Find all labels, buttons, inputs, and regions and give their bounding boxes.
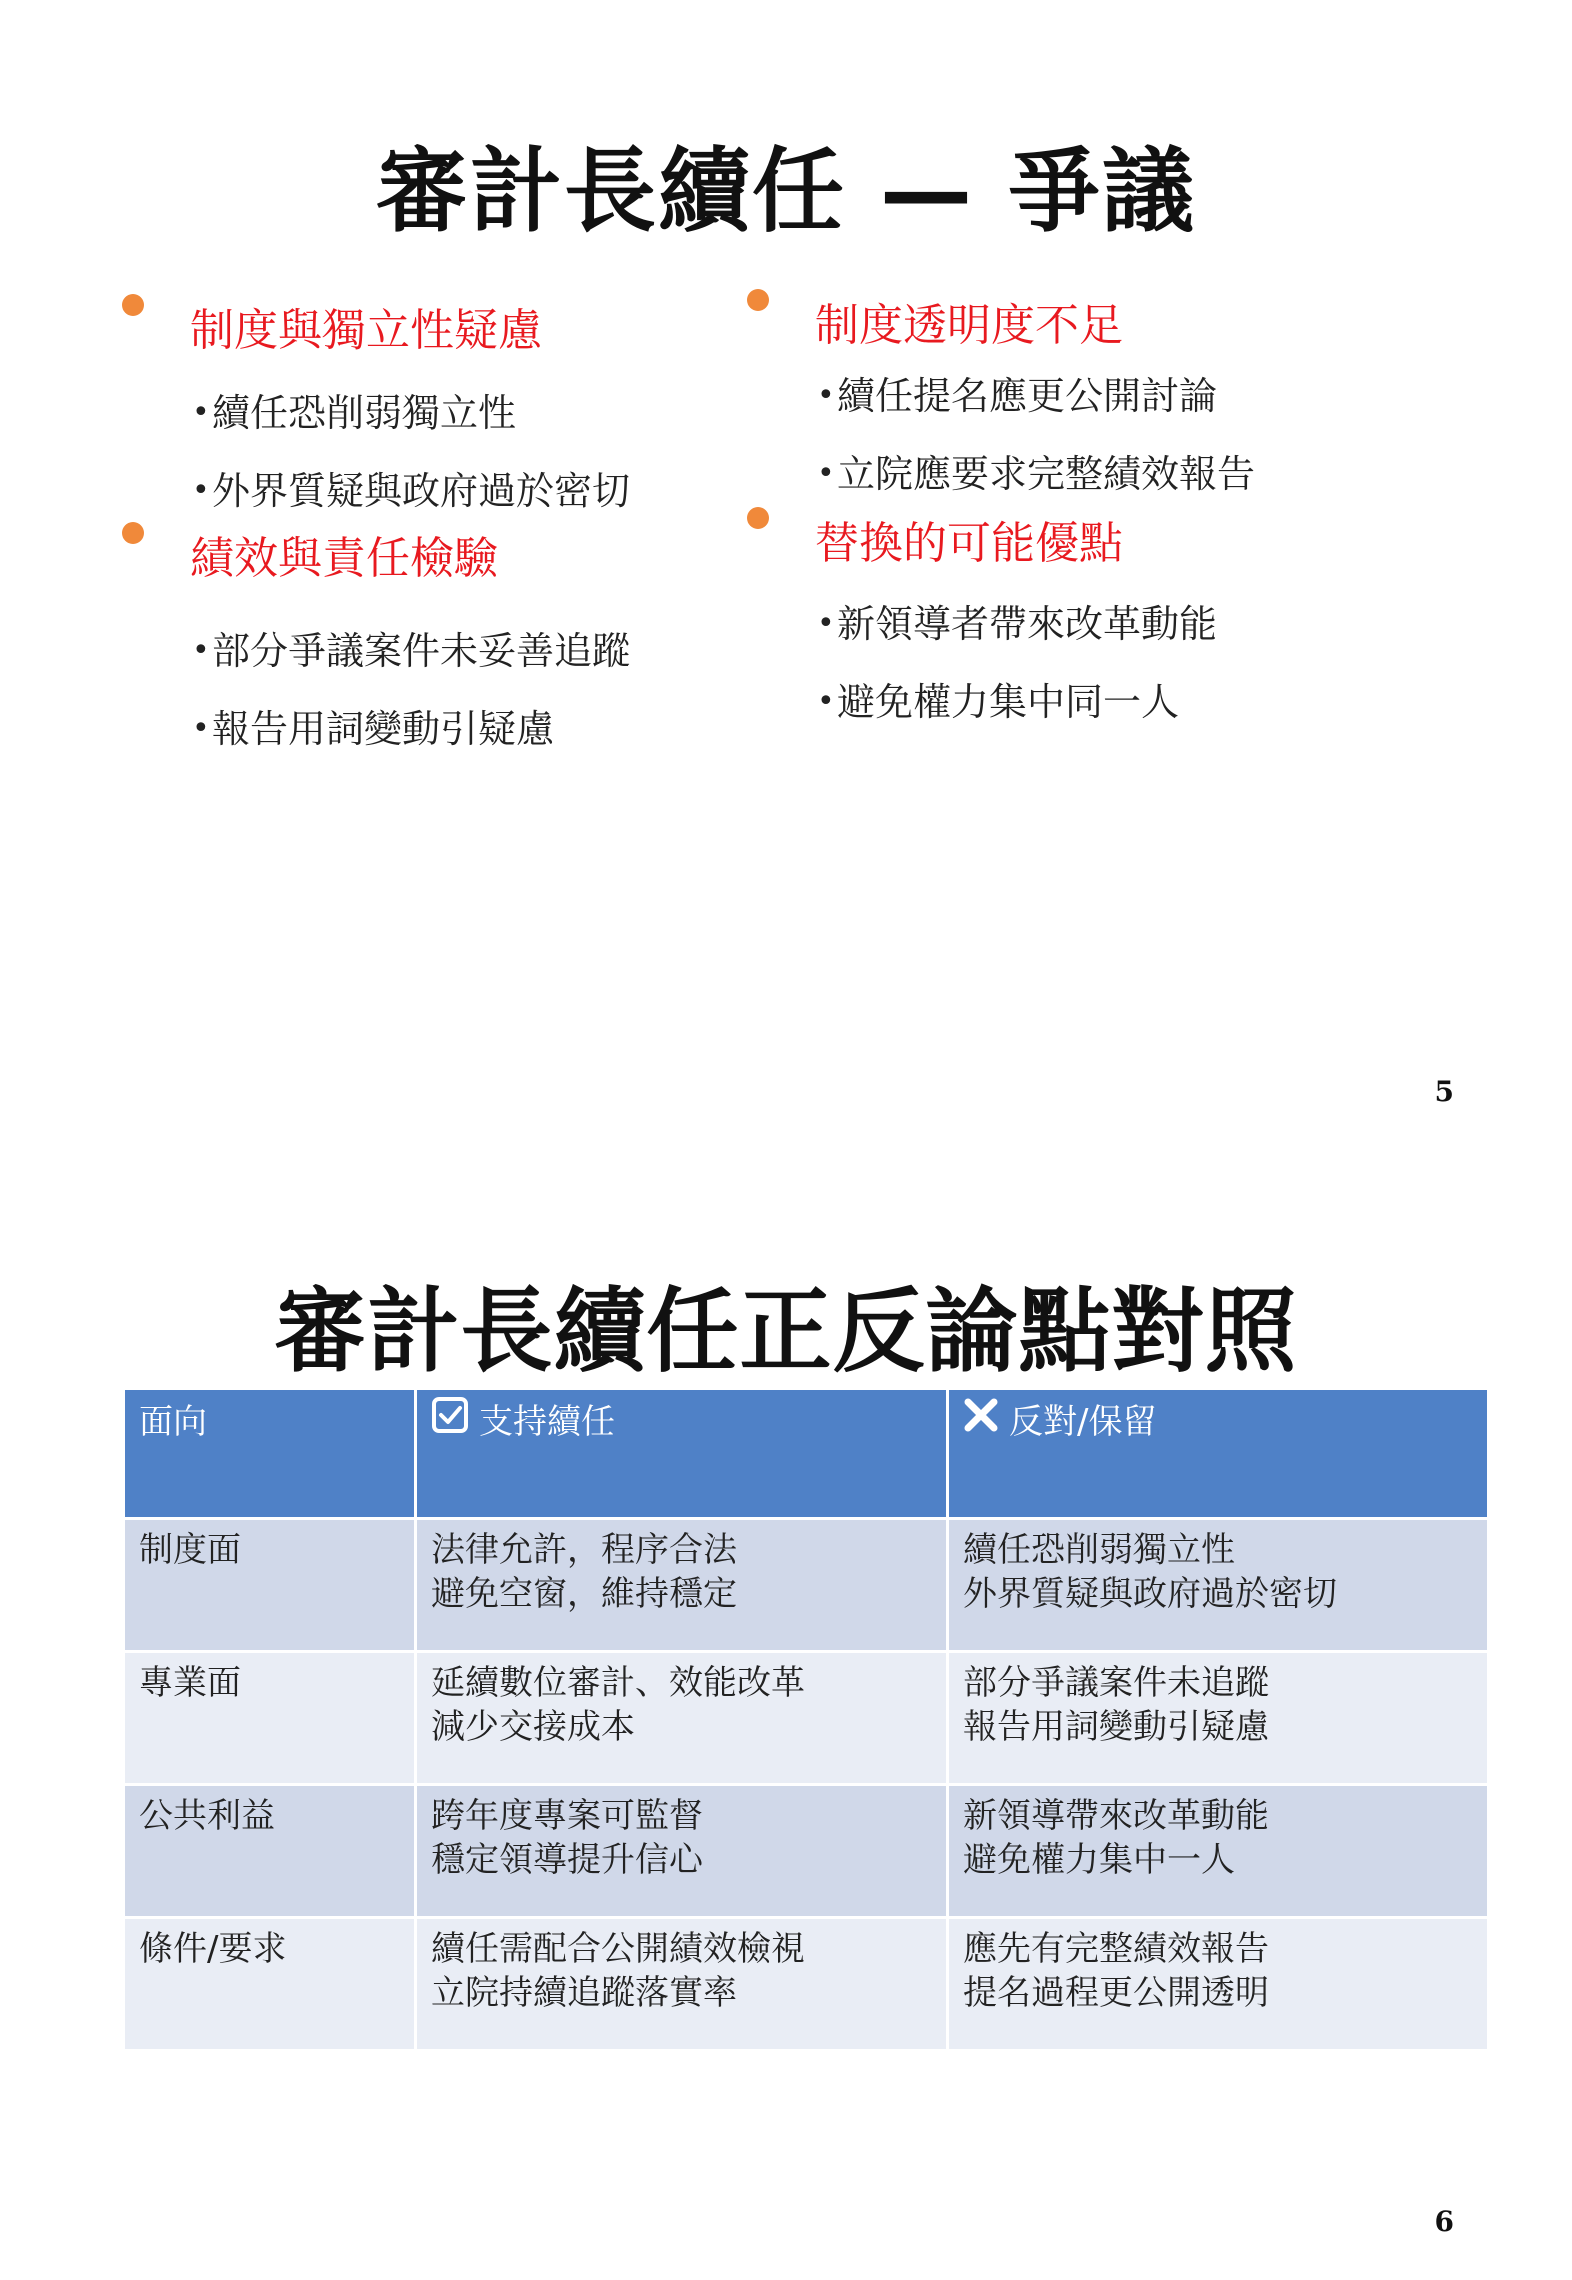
header-oppose-label: 反對/保留 [1009,1402,1157,1442]
page-number: 6 [1434,2205,1454,2238]
cell-text: 避免權力集中一人 [963,1840,1235,1880]
right-column [745,295,1395,741]
cell-aspect [125,1786,417,1919]
bullet-heading [745,295,1395,357]
cell-oppose [949,1520,1487,1653]
cell-support [417,1786,949,1919]
bullet-icon: • [192,395,210,430]
sub-bullet [120,452,770,530]
cell-text: 穩定領導提升信心 [431,1840,703,1880]
left-column [120,300,770,768]
header-support-label: 支持續任 [479,1402,615,1442]
checkbox-icon [431,1396,469,1443]
cell-aspect [125,1653,417,1786]
bullet-icon: • [817,378,835,413]
cell-aspect [125,1520,417,1653]
comparison-table [125,1390,1487,2052]
cell-text: 跨年度專案可監督 [431,1796,703,1836]
cell-support [417,1653,949,1786]
cell-text: 制度面 [139,1530,241,1570]
cell-text: 減少交接成本 [431,1707,635,1747]
bullet-icon: • [817,684,835,719]
sub-bullet [745,435,1395,513]
header-support [417,1390,949,1520]
cell-text: 部分爭議案件未追蹤 [963,1663,1269,1703]
cell-support [417,1919,949,2052]
cell-oppose [949,1786,1487,1919]
cell-text: 延續數位審計、效能改革 [431,1663,805,1703]
table-row [125,1520,1487,1653]
header-oppose [949,1390,1487,1520]
sub-bullet-text: 續任提名應更公開討論 [837,374,1218,418]
heading-text: 替換的可能優點 [815,518,1123,569]
bullet-dot-icon [122,522,144,544]
sub-bullet [120,612,770,690]
table-header-row [125,1390,1487,1520]
slide-title: 審計長續任正反論點對照 [274,1278,1298,1385]
cell-text: 續任恐削弱獨立性 [963,1530,1235,1570]
cell-text: 條件/要求 [139,1929,287,1969]
heading-text: 制度透明度不足 [815,300,1123,351]
cell-text: 續任需配合公開績效檢視 [431,1929,805,1969]
cell-text: 報告用詞變動引疑慮 [963,1707,1269,1747]
bullet-dot-icon [747,507,769,529]
bullet-heading [745,513,1395,575]
sub-bullet-text: 部分爭議案件未妥善追蹤 [212,629,631,673]
x-mark-icon [963,1397,999,1442]
cell-text: 專業面 [139,1663,241,1703]
bullet-icon: • [192,711,210,746]
bullet-icon: • [817,456,835,491]
bullet-dot-icon [747,289,769,311]
cell-support [417,1520,949,1653]
page-number: 5 [1434,1075,1454,1108]
cell-text: 立院持續追蹤落實率 [431,1973,737,2013]
sub-bullet-text: 新領導者帶來改革動能 [837,602,1218,646]
slide-6 [0,1140,1572,2280]
sub-bullet-text: 續任恐削弱獨立性 [212,391,517,435]
sub-bullet [745,585,1395,663]
bullet-heading [120,528,770,590]
bullet-icon: • [192,633,210,668]
cell-oppose [949,1919,1487,2052]
header-aspect [125,1390,417,1520]
sub-bullet [120,690,770,768]
cell-text: 法律允許，程序合法 [431,1530,737,1570]
table-row [125,1653,1487,1786]
heading-text: 制度與獨立性疑慮 [190,305,542,356]
table-row [125,1919,1487,2052]
bullet-icon: • [817,606,835,641]
bullet-dot-icon [122,294,144,316]
sub-bullet [745,663,1395,741]
slide-title: 審計長續任 — 爭議 [375,138,1197,245]
cell-oppose [949,1653,1487,1786]
cell-text: 公共利益 [139,1796,275,1836]
cell-text: 避免空窗，維持穩定 [431,1574,737,1614]
bullet-heading [120,300,770,362]
sub-bullet [120,374,770,452]
sub-bullet [745,357,1395,435]
sub-bullet-text: 報告用詞變動引疑慮 [212,707,555,751]
sub-bullet-text: 立院應要求完整績效報告 [837,452,1256,496]
cell-text: 應先有完整績效報告 [963,1929,1269,1969]
table-row [125,1786,1487,1919]
cell-aspect [125,1919,417,2052]
cell-text: 新領導帶來改革動能 [963,1796,1269,1836]
heading-text: 績效與責任檢驗 [190,533,498,584]
cell-text: 外界質疑與政府過於密切 [963,1574,1337,1614]
bullet-icon: • [192,473,210,508]
sub-bullet-text: 外界質疑與政府過於密切 [212,469,631,513]
sub-bullet-text: 避免權力集中同一人 [837,680,1180,724]
cell-text: 提名過程更公開透明 [963,1973,1269,2013]
header-aspect-label: 面向 [139,1402,207,1442]
